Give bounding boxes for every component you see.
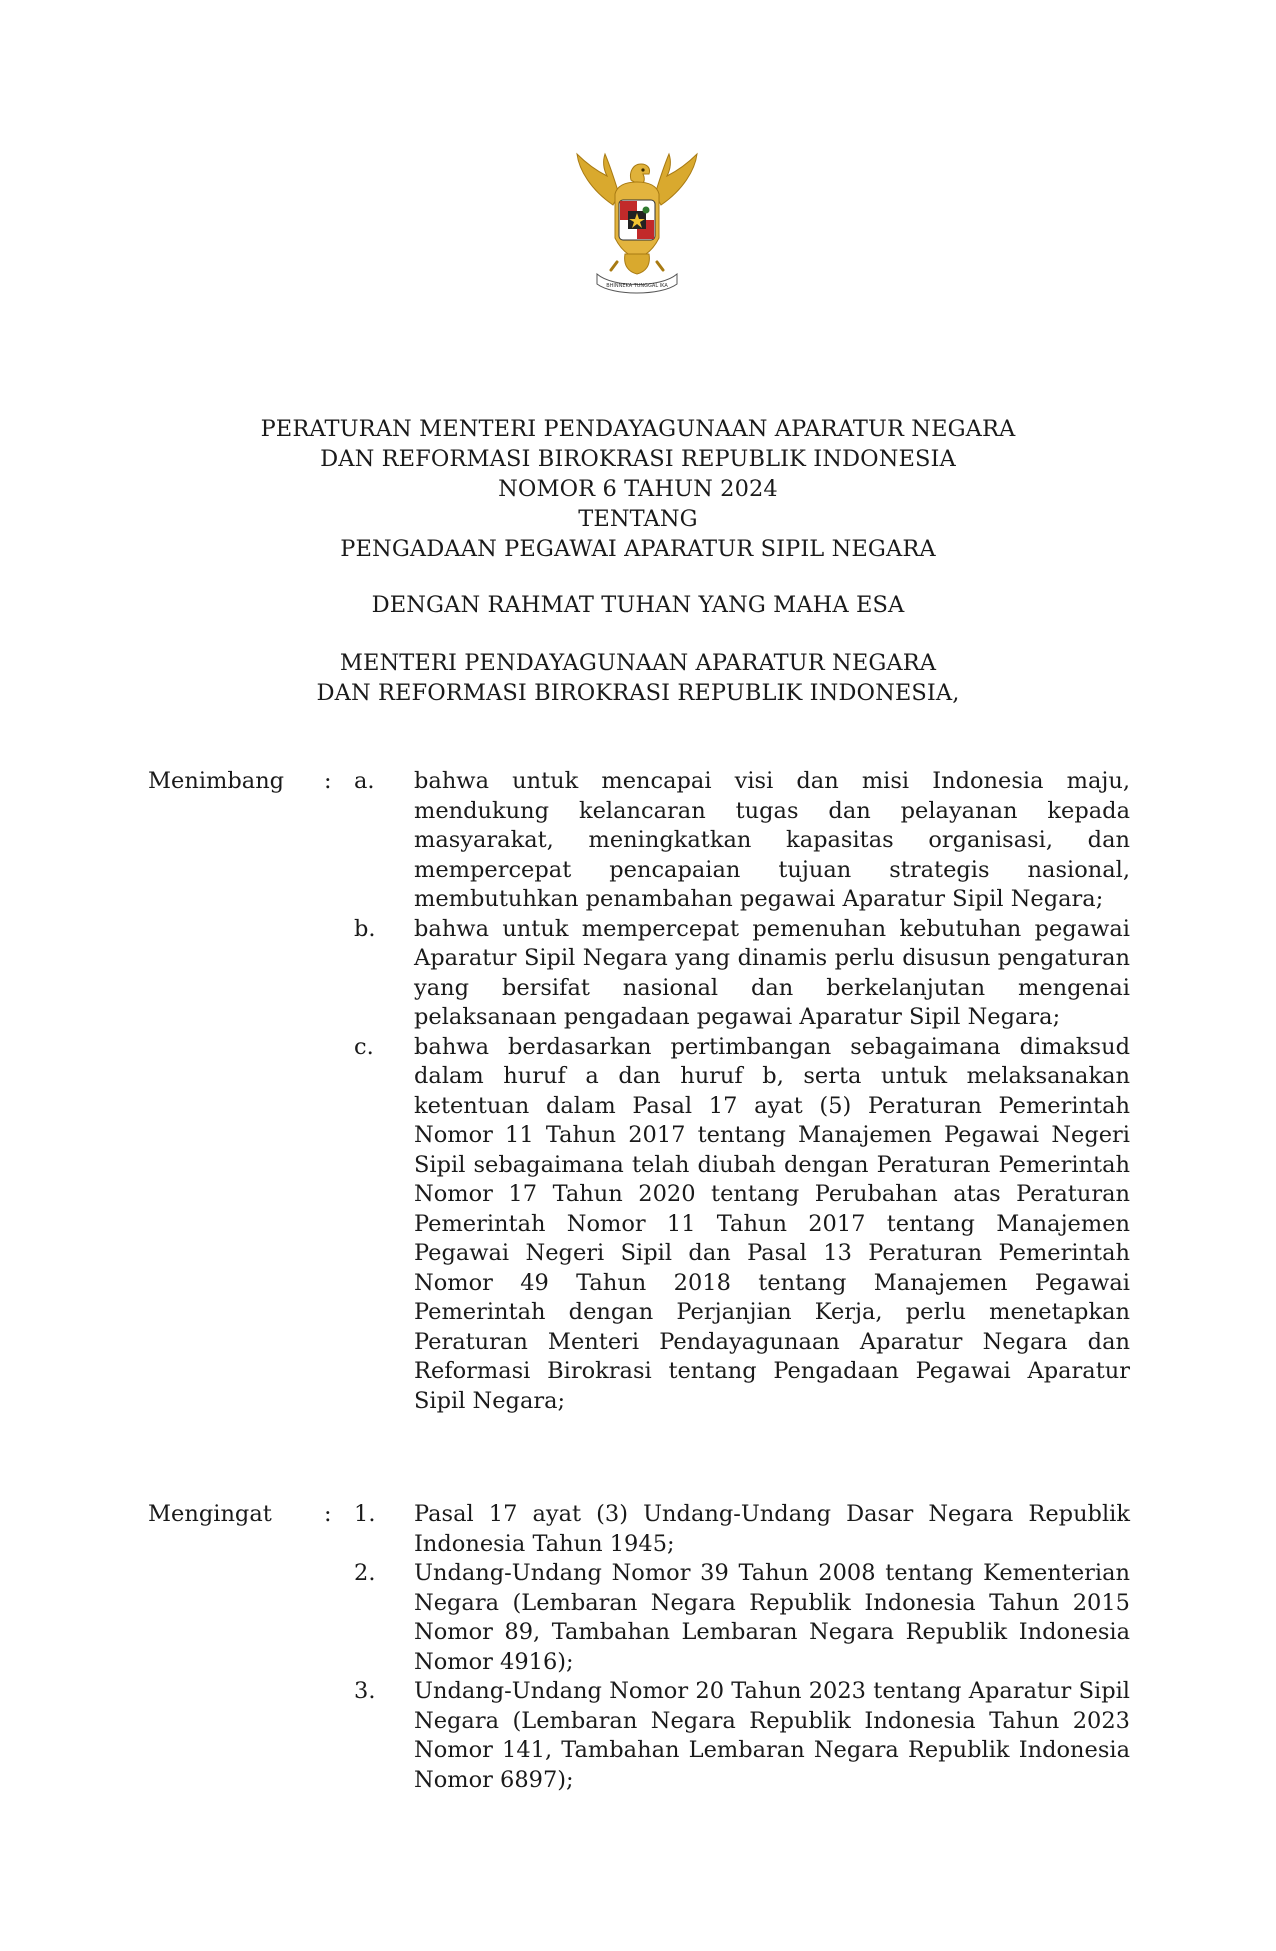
minister-heading bbox=[0, 648, 1276, 708]
menimbang-colon: : bbox=[324, 768, 332, 794]
mengingat-item-3 bbox=[148, 1677, 1130, 1795]
item-text: bahwa untuk mencapai visi dan misi Indonesia maju, mendukung kelancaran tugas dan pelayanan kepada masyarakat, meningkatkan kapasitas organisasi, dan mempercepat pencapaian tujuan strategis nasional, membutuhkan penambahan pegawai Aparatur Sipil Negara; bbox=[414, 768, 1130, 912]
item-marker: 2. bbox=[354, 1560, 376, 1586]
mengingat-item-2 bbox=[148, 1559, 1130, 1677]
item-marker: a. bbox=[354, 768, 375, 794]
mengingat-colon: : bbox=[324, 1501, 332, 1527]
menimbang-item-a bbox=[148, 767, 1130, 915]
item-text: Pasal 17 ayat (3) Undang-Undang Dasar Negara Republik Indonesia Tahun 1945; bbox=[414, 1501, 1130, 1557]
mengingat-label: Mengingat bbox=[148, 1501, 272, 1527]
item-text: Undang-Undang Nomor 39 Tahun 2008 tentang Kementerian Negara (Lembaran Negara Republik Indonesia Tahun 2015 Nomor 89, Tambahan Lembaran Negara Republik Indonesia Nomor 4916); bbox=[414, 1560, 1130, 1675]
item-marker: 1. bbox=[354, 1501, 376, 1527]
item-marker: b. bbox=[354, 915, 376, 942]
item-text: bahwa untuk mempercepat pemenuhan kebutuhan pegawai Aparatur Sipil Negara yang dinamis perlu disusun pengaturan yang bersifat nasional dan berkelanjutan mengenai pelaksanaan pengadaan pegawai Aparatur Sipil Negara; bbox=[414, 915, 1130, 1030]
title-line-4: TENTANG bbox=[578, 506, 698, 532]
emblem-motto: BHINNEKA TUNGGAL IKA bbox=[606, 283, 668, 289]
title-line-2: DAN REFORMASI BIROKRASI REPUBLIK INDONESIA bbox=[320, 446, 956, 472]
title-line-3: NOMOR 6 TAHUN 2024 bbox=[498, 476, 778, 502]
regulation-title bbox=[0, 414, 1276, 564]
garuda-pancasila-emblem-icon bbox=[573, 150, 701, 295]
invocation-text: DENGAN RAHMAT TUHAN YANG MAHA ESA bbox=[371, 592, 905, 618]
minister-line-2: DAN REFORMASI BIROKRASI REPUBLIK INDONESIA, bbox=[316, 680, 960, 706]
minister-line-1: MENTERI PENDAYAGUNAAN APARATUR NEGARA bbox=[339, 650, 937, 676]
mengingat-item-1 bbox=[148, 1500, 1130, 1559]
mengingat-section bbox=[148, 1500, 1130, 1795]
item-marker: c. bbox=[354, 1033, 374, 1060]
title-line-5: PENGADAAN PEGAWAI APARATUR SIPIL NEGARA bbox=[340, 536, 936, 562]
menimbang-item-c bbox=[148, 1033, 1130, 1417]
item-text: Undang-Undang Nomor 20 Tahun 2023 tentang Aparatur Sipil Negara (Lembaran Negara Republik Indonesia Tahun 2023 Nomor 141, Tambahan Lembaran Negara Republik Indonesia Nomor 6897); bbox=[414, 1678, 1130, 1793]
menimbang-label: Menimbang bbox=[148, 768, 285, 794]
item-marker: 3. bbox=[354, 1678, 376, 1704]
menimbang-item-b bbox=[148, 915, 1130, 1033]
item-text: bahwa berdasarkan pertimbangan sebagaimana dimaksud dalam huruf a dan huruf b, serta untuk melaksanakan ketentuan dalam Pasal 17 ayat (5) Peraturan Pemerintah Nomor 11 Tahun 2017 tentang Manajemen Pegawai Negeri Sipil sebagaimana telah diubah dengan Peraturan Pemerintah Nomor 17 Tahun 2020 tentang Perubahan atas Peraturan Pemerintah Nomor 11 Tahun 2017 tentang Manajemen Pegawai Negeri Sipil dan Pasal 13 Peraturan Pemerintah Nomor 49 Tahun 2018 tentang Manajemen Pegawai Pemerintah dengan Perjanjian Kerja, perlu menetapkan Peraturan Menteri Pendayagunaan Aparatur Negara dan Reformasi Birokrasi tentang Pengadaan Pegawai Aparatur Sipil Negara; bbox=[414, 1033, 1130, 1414]
menimbang-section bbox=[148, 767, 1130, 1416]
title-line-1: PERATURAN MENTERI PENDAYAGUNAAN APARATUR NEGARA bbox=[260, 416, 1016, 442]
invocation bbox=[0, 590, 1276, 620]
